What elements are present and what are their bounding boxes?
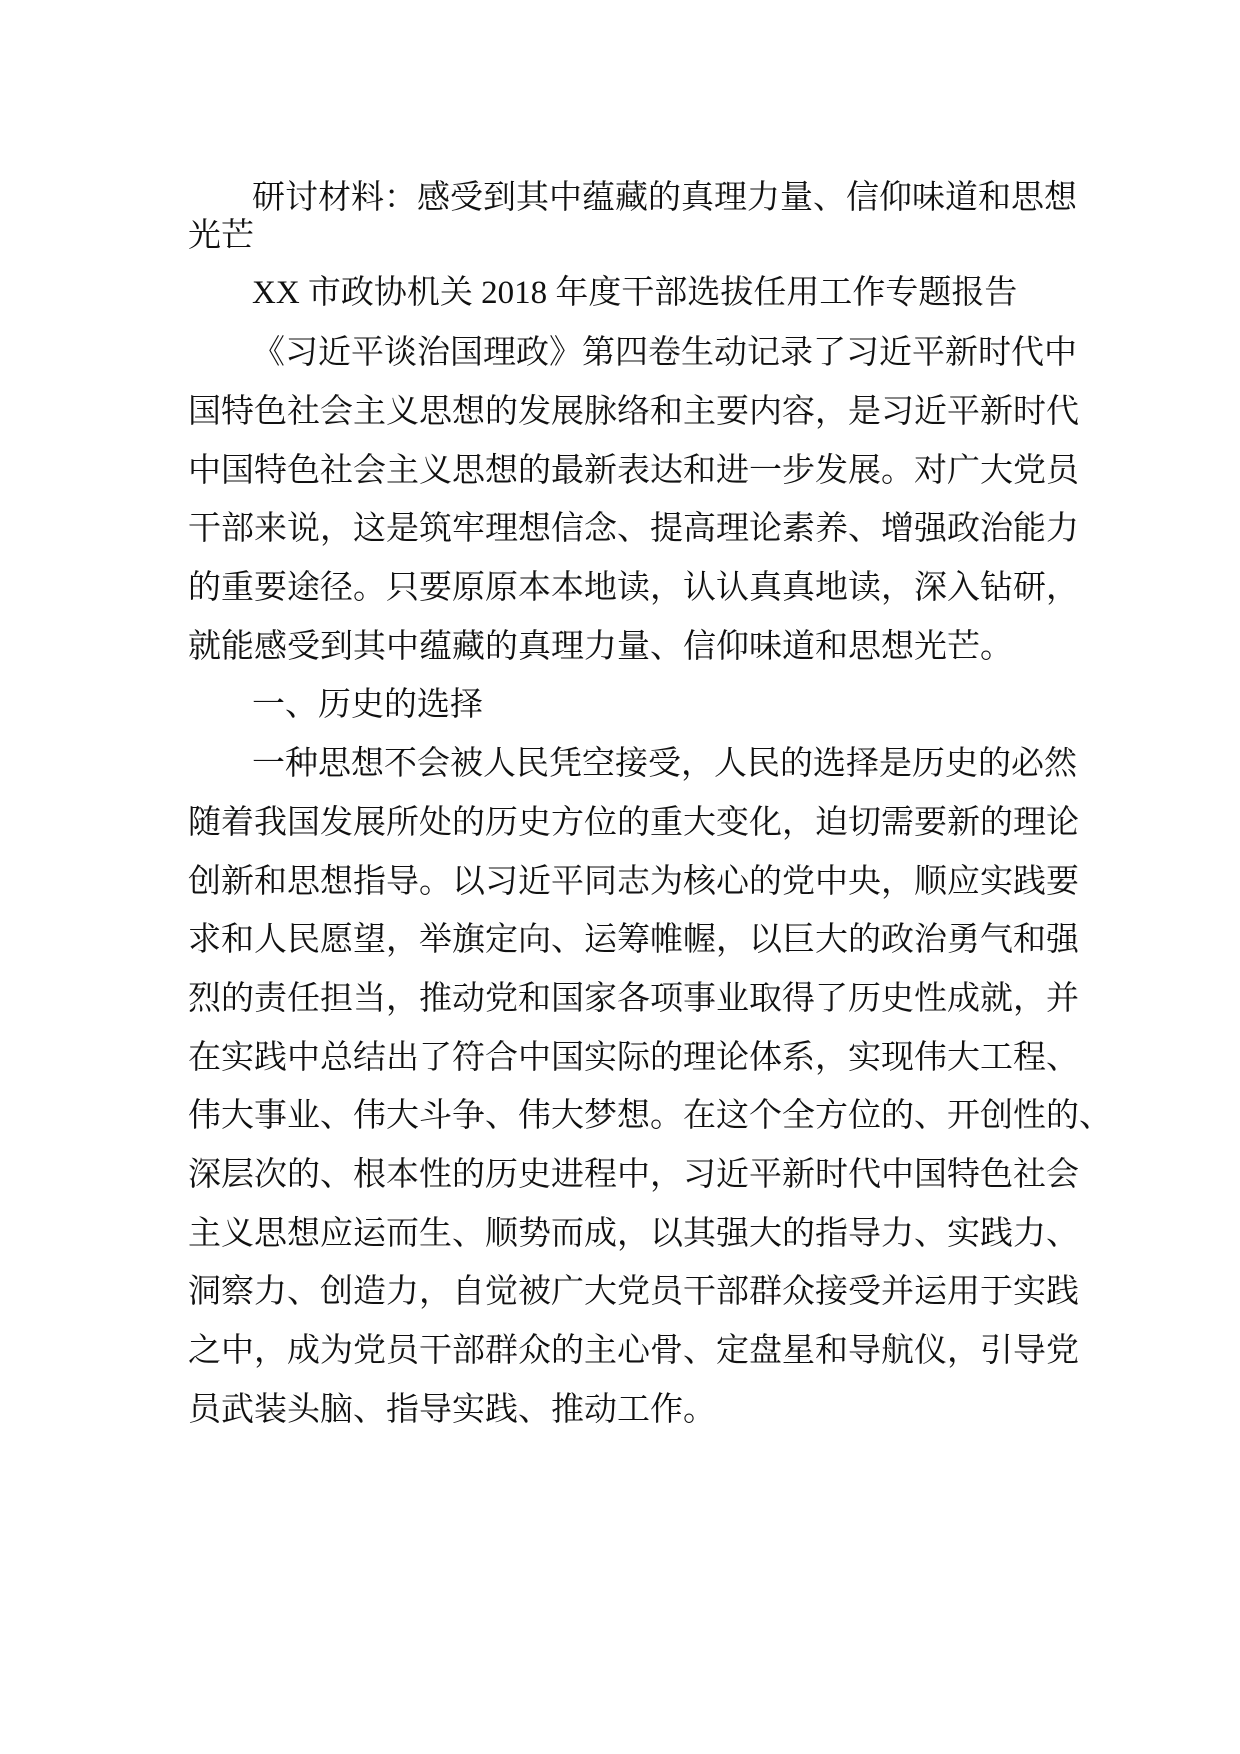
intro-line-5: 的重要途径。只要原原本本地读，认认真真地读，深入钻研， bbox=[188, 567, 1079, 606]
document-title-line-1: 研讨材料：感受到其中蕴藏的真理力量、信仰味道和思想 bbox=[252, 177, 1077, 216]
section-line-9: 主义思想应运而生、顺势而成，以其强大的指导力、实践力、 bbox=[188, 1213, 1079, 1252]
intro-line-2: 国特色社会主义思想的发展脉络和主要内容，是习近平新时代 bbox=[188, 391, 1079, 430]
section-line-7: 伟大事业、伟大斗争、伟大梦想。在这个全方位的、开创性的、 bbox=[188, 1095, 1112, 1134]
intro-line-3: 中国特色社会主义思想的最新表达和进一步发展。对广大党员 bbox=[188, 450, 1079, 489]
intro-line-1: 《习近平谈治国理政》第四卷生动记录了习近平新时代中 bbox=[252, 332, 1077, 371]
section-line-5: 烈的责任担当，推动党和国家各项事业取得了历史性成就，并 bbox=[188, 978, 1079, 1017]
section-line-6: 在实践中总结出了符合中国实际的理论体系，实现伟大工程、 bbox=[188, 1037, 1079, 1076]
section-line-11: 之中，成为党员干部群众的主心骨、定盘星和导航仪，引导党 bbox=[188, 1330, 1079, 1369]
intro-line-4: 干部来说，这是筑牢理想信念、提高理论素养、增强政治能力 bbox=[188, 508, 1079, 547]
section-line-1: 一种思想不会被人民凭空接受，人民的选择是历史的必然 bbox=[252, 743, 1077, 782]
section-heading: 一、历史的选择 bbox=[252, 684, 483, 723]
section-line-8: 深层次的、根本性的历史进程中，习近平新时代中国特色社会 bbox=[188, 1154, 1079, 1193]
section-line-12: 员武装头脑、指导实践、推动工作。 bbox=[188, 1389, 716, 1428]
section-line-4: 求和人民愿望，举旗定向、运筹帷幄，以巨大的政治勇气和强 bbox=[188, 919, 1079, 958]
document-title-line-2: 光芒 bbox=[188, 215, 254, 254]
document-subtitle: XX 市政协机关 2018 年度干部选拔任用工作专题报告 bbox=[252, 275, 1018, 311]
intro-line-6: 就能感受到其中蕴藏的真理力量、信仰味道和思想光芒。 bbox=[188, 626, 1013, 665]
section-line-3: 创新和思想指导。以习近平同志为核心的党中央，顺应实践要 bbox=[188, 861, 1079, 900]
section-line-2: 随着我国发展所处的历史方位的重大变化，迫切需要新的理论 bbox=[188, 802, 1079, 841]
section-line-10: 洞察力、创造力，自觉被广大党员干部群众接受并运用于实践 bbox=[188, 1271, 1079, 1310]
